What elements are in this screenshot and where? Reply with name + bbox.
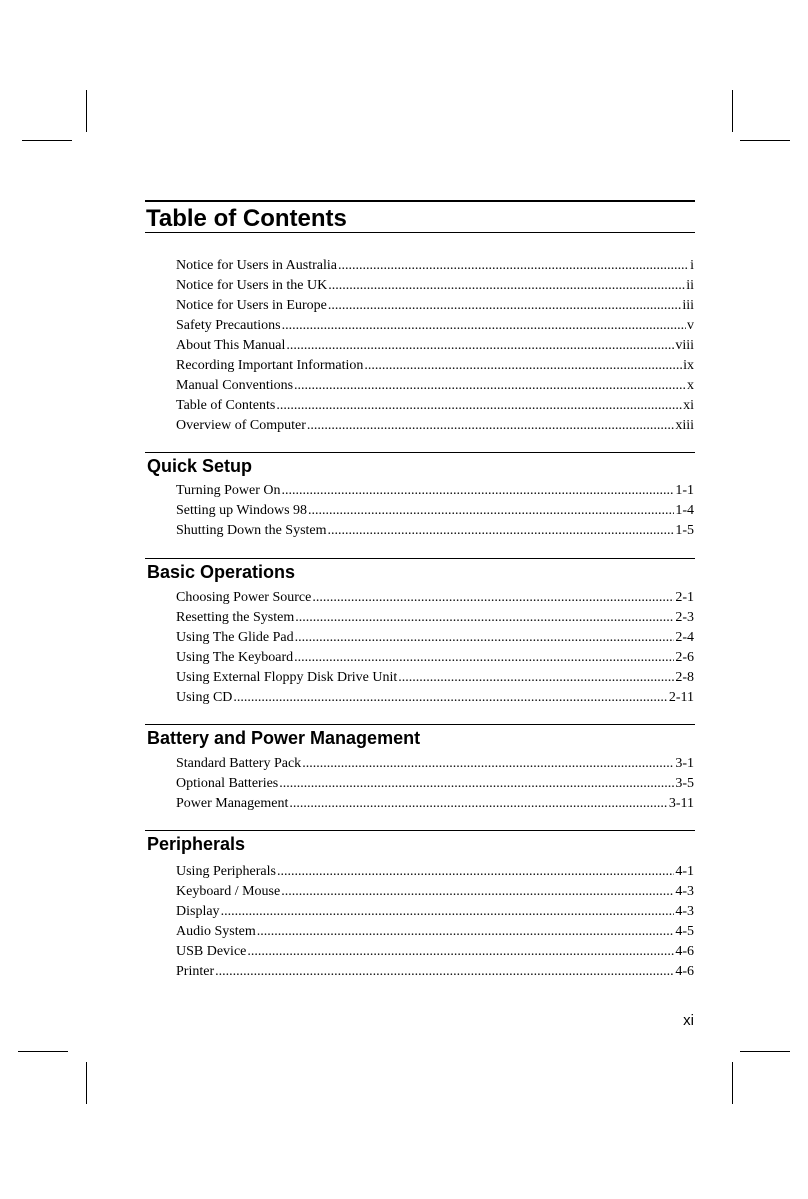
toc-entry[interactable]: Standard Battery Pack ..... 3-1 (176, 754, 694, 774)
section-heading: Basic Operations (145, 558, 695, 585)
front-matter-entries (176, 256, 694, 436)
section-heading: Peripherals (145, 830, 695, 857)
toc-title-bar (145, 200, 695, 233)
toc-entry[interactable]: Using The Glide Pad ..... 2-4 (176, 628, 694, 648)
toc-entry[interactable]: Using Peripherals ..... 4-1 (176, 862, 694, 882)
crop-mark-bottom-left-vertical (86, 1062, 87, 1104)
crop-mark-top-left-horizontal (22, 140, 72, 141)
toc-entry[interactable]: Optional Batteries ..... 3-5 (176, 774, 694, 794)
toc-entry[interactable]: Notice for Users in Europe ..... iii (176, 296, 694, 316)
toc-entry[interactable]: Safety Precautions ..... v (176, 316, 694, 336)
toc-entry[interactable]: Setting up Windows 98 ..... 1-4 (176, 501, 694, 521)
crop-mark-bottom-left-horizontal (18, 1051, 68, 1052)
crop-mark-bottom-right-horizontal (740, 1051, 790, 1052)
toc-entry[interactable]: Using CD ..... 2-11 (176, 688, 694, 708)
toc-entry[interactable]: Overview of Computer ..... xiii (176, 416, 694, 436)
toc-entry[interactable]: Using The Keyboard ..... 2-6 (176, 648, 694, 668)
toc-entry[interactable]: USB Device ..... 4-6 (176, 942, 694, 962)
toc-entry[interactable]: Shutting Down the System ..... 1-5 (176, 521, 694, 541)
section-quick-setup (145, 452, 695, 541)
section-entries (176, 588, 694, 708)
page-number: xi (683, 1012, 694, 1029)
toc-entry[interactable]: Audio System ..... 4-5 (176, 922, 694, 942)
toc-entry[interactable]: Printer ..... 4-6 (176, 962, 694, 982)
section-basic-operations (145, 558, 695, 708)
section-entries (176, 754, 694, 814)
section-entries (176, 862, 694, 982)
toc-entry[interactable]: Resetting the System ..... 2-3 (176, 608, 694, 628)
toc-entry[interactable]: Table of Contents ..... xi (176, 396, 694, 416)
crop-mark-bottom-right-vertical (732, 1062, 733, 1104)
toc-entry[interactable]: Using External Floppy Disk Drive Unit ..... 2-8 (176, 668, 694, 688)
toc-entry[interactable]: Keyboard / Mouse ..... 4-3 (176, 882, 694, 902)
front-matter-section (145, 256, 695, 436)
toc-entry[interactable]: Power Management ..... 3-11 (176, 794, 694, 814)
page-title: Table of Contents (146, 205, 347, 232)
toc-entry[interactable]: Turning Power On ..... 1-1 (176, 481, 694, 501)
toc-entry[interactable]: Notice for Users in the UK ..... ii (176, 276, 694, 296)
toc-entry[interactable]: Notice for Users in Australia ..... i (176, 256, 694, 276)
toc-entry[interactable]: Choosing Power Source ..... 2-1 (176, 588, 694, 608)
toc-entry[interactable]: Display ..... 4-3 (176, 902, 694, 922)
toc-entry[interactable]: Recording Important Information ..... ix (176, 356, 694, 376)
section-battery-power (145, 724, 695, 814)
toc-entry[interactable]: About This Manual ..... viii (176, 336, 694, 356)
toc-entry[interactable]: Manual Conventions ..... x (176, 376, 694, 396)
section-heading: Quick Setup (145, 452, 695, 479)
section-entries (176, 481, 694, 541)
crop-mark-top-right-horizontal (740, 140, 790, 141)
section-peripherals (145, 830, 695, 982)
crop-mark-top-right-vertical (732, 90, 733, 132)
section-heading: Battery and Power Management (145, 724, 695, 751)
crop-mark-top-left-vertical (86, 90, 87, 132)
